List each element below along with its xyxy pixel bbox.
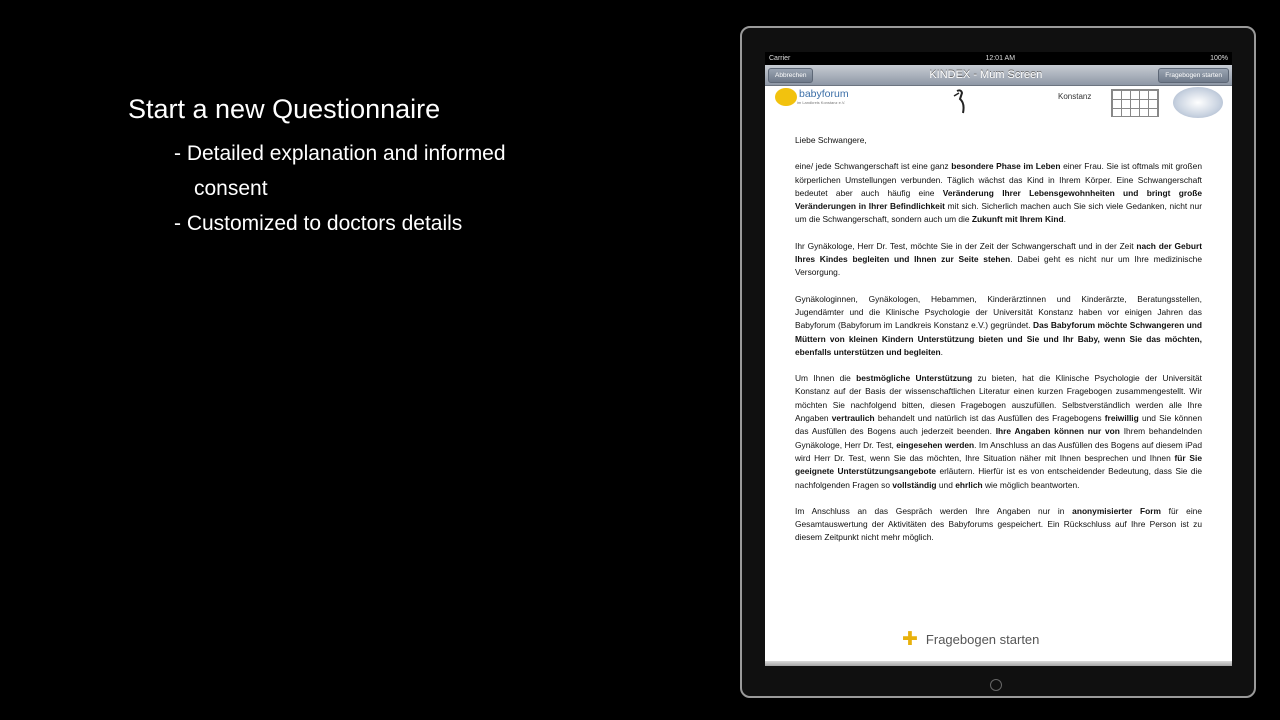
- slide-text: [128, 92, 506, 241]
- bold-segment: bestmögliche Unterstützung: [856, 373, 973, 384]
- university-logo: [1111, 89, 1159, 117]
- bold-segment: nach der Geburt Ihres Kindes begleiten und Ihnen zur Seite stehen: [795, 240, 1202, 265]
- slide-heading: Start a new Questionnaire: [128, 94, 441, 124]
- text-segment: zu bieten, hat die Klinische Psychologie der Universität Konstanz auf der Basis der wissenschaftlichen Literatur einen kurzen Fragebogen zusammengestellt. Wir möchten Sie nachfolgend bitten, diesen Fragebogen auszufüllen. Selbstverständlich werden alle Ihre Angaben: [795, 373, 1203, 424]
- paragraph-3: [795, 293, 1202, 359]
- bold-segment: Veränderung Ihrer Lebensgewohnheiten und bringt große Veränderungen in Ihrer Befindlichkeit: [795, 187, 1202, 212]
- bullet-explanation: - Detailed explanation and informed: [174, 142, 506, 165]
- text-segment: . Im Anschluss an das Ausfüllen des Bogens auf diesem iPad wird Herr Dr. Test, wenn Sie das möchten, Ihre Situation näher mit Ihnen besprechen und Ihnen: [795, 439, 1202, 463]
- nav-title: KINDEX - Mum Screen: [929, 69, 1043, 81]
- start-questionnaire-label: Fragebogen starten: [925, 632, 1040, 647]
- battery-label: 100%: [1210, 55, 1228, 62]
- text-segment: und: [936, 479, 956, 490]
- text-segment: .: [1063, 214, 1066, 225]
- start-questionnaire-button[interactable]: [902, 628, 1039, 651]
- bold-segment: ehrlich: [955, 479, 983, 490]
- stork-icon: [951, 89, 969, 115]
- text-segment: für eine Gesamtauswertung der Aktivitäten des Babyforums gespeichert. Ein Rückschluss auf Ihre Person ist zu diesem Zeitpunkt nicht mehr möglich.: [795, 505, 1203, 543]
- sun-icon: [775, 88, 797, 106]
- cancel-button[interactable]: Abbrechen: [768, 68, 813, 83]
- baby-plus-icon: ✚: [902, 629, 918, 650]
- text-segment: eine/ jede Schwangerschaft ist eine ganz: [795, 161, 952, 172]
- bold-segment: eingesehen werden: [896, 439, 975, 450]
- paragraph-2: [795, 240, 1202, 280]
- text-segment: Ihrem behandelnden Gynäkologe, Herr Dr. Test,: [795, 426, 1202, 450]
- text-segment: erläutern. Hierfür ist es von entscheidender Bedeutung, dass Sie die nachfolgenden Fragen so: [795, 466, 1202, 490]
- greeting: Liebe Schwangere,: [795, 135, 867, 145]
- letter-content: [795, 134, 1202, 558]
- bold-segment: vollständig: [892, 479, 937, 490]
- konstanz-label: Konstanz: [1058, 92, 1092, 101]
- text-segment: Gynäkologinnen, Gynäkologen, Hebammen, Kinderärztinnen und Kinderärzte, Beratungsstellen, Jugendämter und die Klinische Psychologie der Universität Konstanz haben vor einigen Jahren das Babyforum (Babyforum im Landkreis Konstanz e.V.) gegründet.: [795, 293, 1202, 331]
- bold-segment: besondere Phase im Leben: [951, 161, 1061, 172]
- text-segment: Um Ihnen die: [795, 373, 857, 384]
- text-segment: einer Frau. Sie ist oftmals mit großen körperlichen Umstellungen verbunden. Täglich wächst das Kind in Ihrem Körper. Eine Schwangerschaft bedeutet aber auch häufig eine: [795, 161, 1202, 198]
- bullet-explanation-continued: consent: [194, 177, 268, 200]
- seal-icon: [1173, 87, 1223, 118]
- paragraph-1: [795, 160, 1202, 226]
- bold-segment: Das Babyforum möchte Schwangeren und Müttern von kleinen Kindern Unterstützung bieten und Sie und Ihr Baby, wenn Sie das möchten, ebenfalls unterstützen und begleiten: [795, 320, 1202, 357]
- bold-segment: Ihre Angaben können nur von: [995, 426, 1120, 437]
- bullet-customized: - Customized to doctors details: [174, 212, 463, 235]
- text-segment: behandelt und natürlich ist das Ausfüllen des Fragebogens: [874, 413, 1105, 424]
- paragraph-5: [795, 505, 1202, 545]
- logo-subtext: im Landkreis Konstanz e.V.: [797, 100, 846, 105]
- text-segment: wie möglich beantworten.: [982, 479, 1080, 490]
- text-segment: und Sie können das Ausfüllen des Bogens auch jederzeit beenden.: [795, 413, 1202, 437]
- text-segment: mit sich. Sicherlich machen auch Sie sich viele Gedanken, nicht nur um die Schwangerschaft, sondern auch um die: [795, 201, 1203, 225]
- babyforum-logo: [775, 88, 849, 106]
- nav-bar: [765, 65, 1232, 86]
- paragraph-4: [795, 372, 1202, 492]
- text-segment: Ihr Gynäkologe, Herr Dr. Test, möchte Sie in der Zeit der Schwangerschaft und in der Zeit: [795, 240, 1137, 251]
- text-segment: Im Anschluss an das Gespräch werden Ihre Angaben nur in: [795, 505, 1073, 516]
- logo-text: babyforum: [799, 88, 849, 100]
- text-segment: . Dabei geht es nicht nur um Ihre medizinische Versorgung.: [795, 254, 1202, 278]
- text-segment: .: [940, 346, 943, 357]
- bold-segment: freiwillig: [1104, 413, 1139, 424]
- bold-segment: vertraulich: [831, 413, 875, 424]
- status-bar: [765, 52, 1232, 65]
- bold-segment: für Sie geeignete Unterstützungsangebote: [795, 452, 1203, 477]
- logo-header: [765, 86, 1232, 122]
- bottom-scroll-bar: [765, 661, 1232, 666]
- bold-segment: anonymisierter Form: [1072, 505, 1161, 516]
- ipad-screen: [765, 52, 1232, 666]
- carrier-label: Carrier: [769, 55, 791, 62]
- home-button[interactable]: [990, 679, 1002, 691]
- status-time: 12:01 AM: [985, 55, 1016, 62]
- bold-segment: Zukunft mit Ihrem Kind: [971, 214, 1064, 225]
- start-questionnaire-nav-button[interactable]: Fragebogen starten: [1158, 68, 1229, 83]
